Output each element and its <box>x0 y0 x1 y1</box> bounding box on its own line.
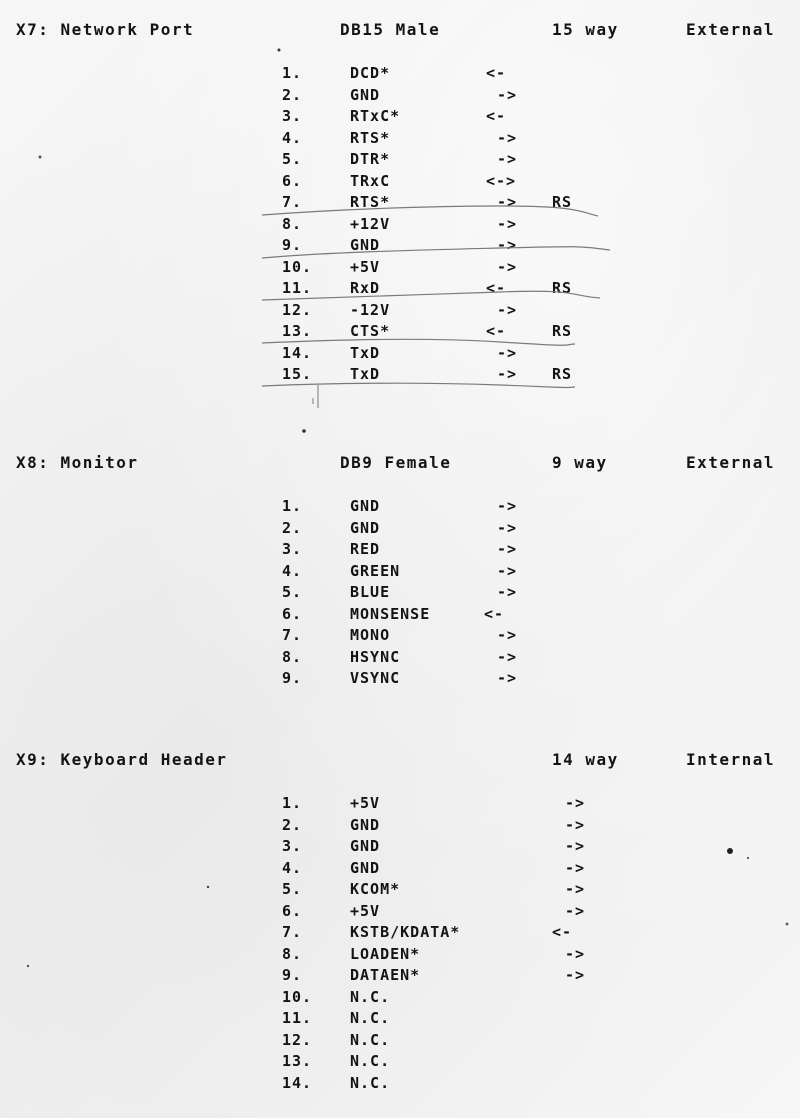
pin-direction: -> <box>565 880 586 898</box>
pin-direction: <- <box>486 279 507 297</box>
pin-number: 11. <box>282 279 313 297</box>
pin-signal: +5V <box>350 257 381 276</box>
section-x8-ways: 9 way <box>552 453 608 472</box>
pin-signal: RTS* <box>350 193 391 211</box>
section-x7-title: X7: Network Port <box>16 20 195 39</box>
pin-signal: KCOM* <box>350 880 401 898</box>
pin-number: 10. <box>282 987 313 1006</box>
pin-signal: GND <box>350 518 381 537</box>
section-x7-ways: 15 way <box>552 20 619 39</box>
pin-number: 5. <box>282 880 303 898</box>
pin-number: 5. <box>282 583 303 601</box>
pin-signal: TxD <box>350 343 381 362</box>
pin-signal: N.C. <box>350 987 391 1006</box>
pin-number: 14. <box>282 1073 313 1092</box>
pin-direction: -> <box>497 365 518 383</box>
pin-signal: GND <box>350 815 381 834</box>
pin-note: RS <box>552 322 573 340</box>
pin-number: 1. <box>282 794 303 812</box>
pin-direction: -> <box>497 128 518 147</box>
pin-signal: N.C. <box>350 1052 391 1070</box>
pin-direction: -> <box>565 858 586 877</box>
pin-signal: +5V <box>350 794 381 812</box>
pin-direction: <- <box>552 923 573 941</box>
pin-number: 7. <box>282 626 303 644</box>
pin-signal: GND <box>350 837 381 855</box>
pin-number: 11. <box>282 1009 313 1027</box>
pin-number: 3. <box>282 107 303 125</box>
pin-number: 7. <box>282 923 303 941</box>
pin-signal: N.C. <box>350 1030 391 1049</box>
pin-signal: TRxC <box>350 171 391 190</box>
pin-direction: <-> <box>486 171 517 190</box>
pin-direction: -> <box>565 901 586 920</box>
pin-number: 5. <box>282 150 303 168</box>
section-x7-location: External <box>686 20 776 39</box>
pin-number: 8. <box>282 944 303 963</box>
pin-direction: -> <box>565 944 586 963</box>
section-x9-title: X9: Keyboard Header <box>16 750 228 769</box>
pin-direction: -> <box>497 193 518 211</box>
pin-number: 4. <box>282 858 303 877</box>
pin-note: RS <box>552 193 573 211</box>
pin-direction: -> <box>497 540 518 558</box>
pin-signal: MONO <box>350 626 391 644</box>
section-x9-ways: 14 way <box>552 750 619 769</box>
pin-signal: VSYNC <box>350 669 401 687</box>
pin-number: 9. <box>282 236 303 254</box>
pin-signal: RTxC* <box>350 107 401 125</box>
pin-number: 3. <box>282 837 303 855</box>
pin-signal: GND <box>350 236 381 254</box>
pin-signal: GND <box>350 858 381 877</box>
pin-number: 8. <box>282 214 303 233</box>
pin-number: 2. <box>282 85 303 104</box>
pin-number: 8. <box>282 647 303 666</box>
pin-number: 10. <box>282 257 313 276</box>
pin-direction: -> <box>497 669 518 687</box>
pin-note: RS <box>552 365 573 383</box>
pin-signal: BLUE <box>350 583 391 601</box>
pin-direction: -> <box>497 343 518 362</box>
pin-number: 2. <box>282 518 303 537</box>
pin-number: 4. <box>282 561 303 580</box>
pin-number: 1. <box>282 64 303 82</box>
pin-signal: +5V <box>350 901 381 920</box>
pin-note: RS <box>552 279 573 297</box>
pin-number: 6. <box>282 171 303 190</box>
pin-signal: HSYNC <box>350 647 401 666</box>
pin-number: 12. <box>282 300 313 319</box>
pin-direction: <- <box>486 64 507 82</box>
pin-direction: -> <box>565 815 586 834</box>
pin-number: 12. <box>282 1030 313 1049</box>
pin-signal: LOADEN* <box>350 944 421 963</box>
pin-direction: -> <box>497 561 518 580</box>
pin-direction: -> <box>497 583 518 601</box>
pin-direction: -> <box>497 236 518 254</box>
pin-signal: DATAEN* <box>350 966 421 984</box>
pin-number: 2. <box>282 815 303 834</box>
pin-signal: DTR* <box>350 150 391 168</box>
pin-direction: -> <box>497 257 518 276</box>
pin-signal: -12V <box>350 300 391 319</box>
pin-direction: -> <box>565 837 586 855</box>
pin-signal: GREEN <box>350 561 401 580</box>
pin-number: 1. <box>282 497 303 515</box>
pin-direction: -> <box>497 497 518 515</box>
pin-direction: <- <box>486 107 507 125</box>
pin-number: 14. <box>282 343 313 362</box>
pin-signal: DCD* <box>350 64 391 82</box>
pin-signal: RTS* <box>350 128 391 147</box>
section-x7-connector: DB15 Male <box>340 20 441 39</box>
pin-number: 9. <box>282 966 303 984</box>
pin-signal: RED <box>350 540 381 558</box>
pin-direction: -> <box>497 518 518 537</box>
pin-direction: <- <box>486 322 507 340</box>
pin-direction: -> <box>565 966 586 984</box>
pin-direction: -> <box>497 626 518 644</box>
pin-signal: GND <box>350 497 381 515</box>
section-x9-location: Internal <box>686 750 776 769</box>
section-x8-title: X8: Monitor <box>16 453 139 472</box>
pin-number: 4. <box>282 128 303 147</box>
pin-number: 15. <box>282 365 313 383</box>
pin-signal: CTS* <box>350 322 391 340</box>
pin-direction: -> <box>497 150 518 168</box>
pin-direction: -> <box>497 647 518 666</box>
pin-signal: KSTB/KDATA* <box>350 923 461 941</box>
pin-signal: GND <box>350 85 381 104</box>
pin-direction: -> <box>497 85 518 104</box>
section-x8-location: External <box>686 453 776 472</box>
pin-direction: -> <box>497 214 518 233</box>
pin-signal: +12V <box>350 214 391 233</box>
pin-number: 13. <box>282 322 313 340</box>
pin-signal: TxD <box>350 365 381 383</box>
pin-direction: -> <box>565 794 586 812</box>
pin-number: 6. <box>282 604 303 623</box>
pin-signal: RxD <box>350 279 381 297</box>
pin-number: 9. <box>282 669 303 687</box>
section-x8-connector: DB9 Female <box>340 453 452 472</box>
pin-number: 7. <box>282 193 303 211</box>
pin-direction: -> <box>497 300 518 319</box>
pin-number: 3. <box>282 540 303 558</box>
pin-number: 13. <box>282 1052 313 1070</box>
pin-signal: N.C. <box>350 1073 391 1092</box>
pin-signal: N.C. <box>350 1009 391 1027</box>
pin-direction: <- <box>484 604 505 623</box>
pin-signal: MONSENSE <box>350 604 431 623</box>
pin-number: 6. <box>282 901 303 920</box>
